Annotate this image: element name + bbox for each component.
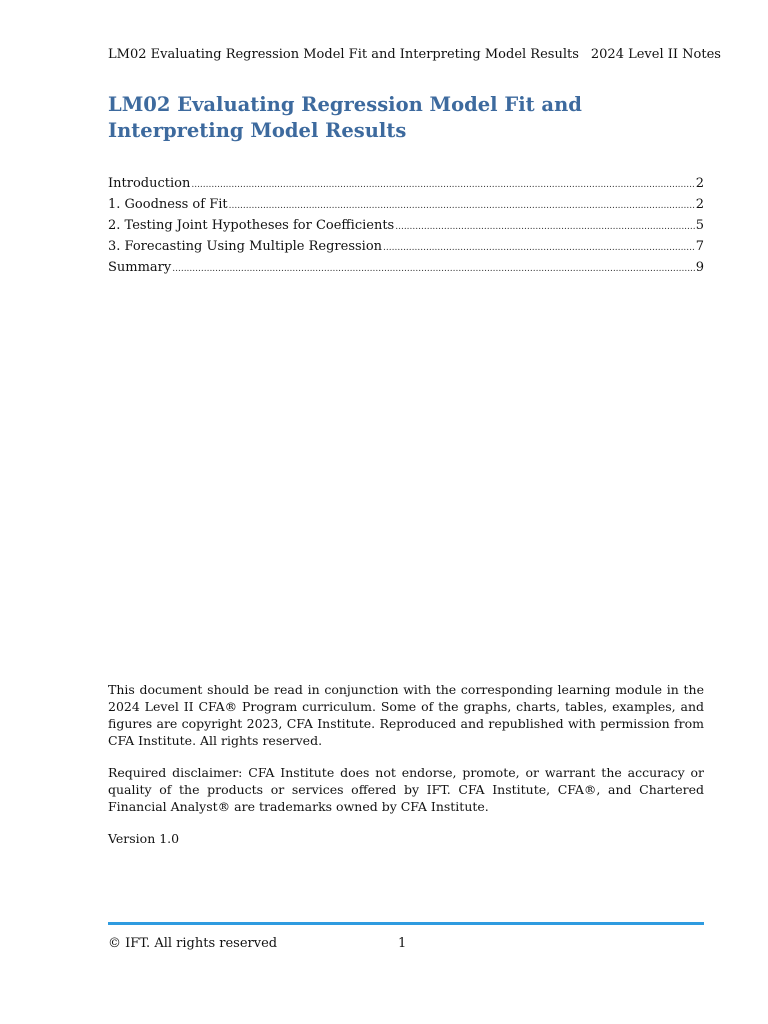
- toc-entry-label: Summary: [108, 260, 172, 275]
- toc-entry-testing-joint-hypotheses[interactable]: [108, 218, 704, 239]
- toc-entry-page: 7: [695, 239, 704, 254]
- footer-divider: [108, 922, 704, 925]
- legal-notice: [108, 681, 704, 862]
- toc-dot-leader: [229, 201, 695, 211]
- running-header-title: LM02 Evaluating Regression Model Fit and Interpreting Model Results: [108, 47, 579, 62]
- toc-entry-page: 2: [695, 197, 704, 212]
- version-label: Version 1.0: [108, 831, 180, 846]
- footer-page-number: 1: [398, 936, 407, 951]
- toc-entry-label: Introduction: [108, 176, 191, 191]
- copyright-paragraph: This document should be read in conjunction with the corresponding learning module in the 2024 Level II CFA® Program curriculum. Some of the graphs, charts, tables, examples, and figures are copyright 2023, CFA Institute. Reproduced and republished with permission from CFA Institute. All rights reserved.: [108, 682, 704, 748]
- toc-entry-summary[interactable]: [108, 260, 704, 281]
- table-of-contents: [108, 176, 704, 281]
- toc-entry-label: 1. Goodness of Fit: [108, 197, 228, 212]
- toc-entry-label: 3. Forecasting Using Multiple Regression: [108, 239, 383, 254]
- running-header-edition: 2024 Level II Notes: [590, 47, 721, 62]
- document-title: LM02 Evaluating Regression Model Fit and Interpreting Model Results: [108, 93, 582, 142]
- toc-dot-leader: [172, 264, 694, 274]
- disclaimer-paragraph: Required disclaimer: CFA Institute does not endorse, promote, or warrant the accuracy or quality of the products or services offered by IFT. CFA Institute, CFA®, and Chartered Financial Analyst® are trademarks owned by CFA Institute.: [108, 765, 704, 814]
- toc-entry-page: 9: [695, 260, 704, 275]
- toc-entry-page: 5: [695, 218, 704, 233]
- toc-dot-leader: [191, 180, 694, 190]
- toc-entry-goodness-of-fit[interactable]: [108, 197, 704, 218]
- toc-entry-page: 2: [695, 176, 704, 191]
- toc-entry-introduction[interactable]: [108, 176, 704, 197]
- running-header: [108, 47, 721, 62]
- footer-copyright: © IFT. All rights reserved: [108, 936, 278, 951]
- toc-dot-leader: [383, 243, 695, 253]
- toc-entry-forecasting[interactable]: [108, 239, 704, 260]
- toc-entry-label: 2. Testing Joint Hypotheses for Coefficients: [108, 218, 395, 233]
- toc-dot-leader: [395, 222, 694, 232]
